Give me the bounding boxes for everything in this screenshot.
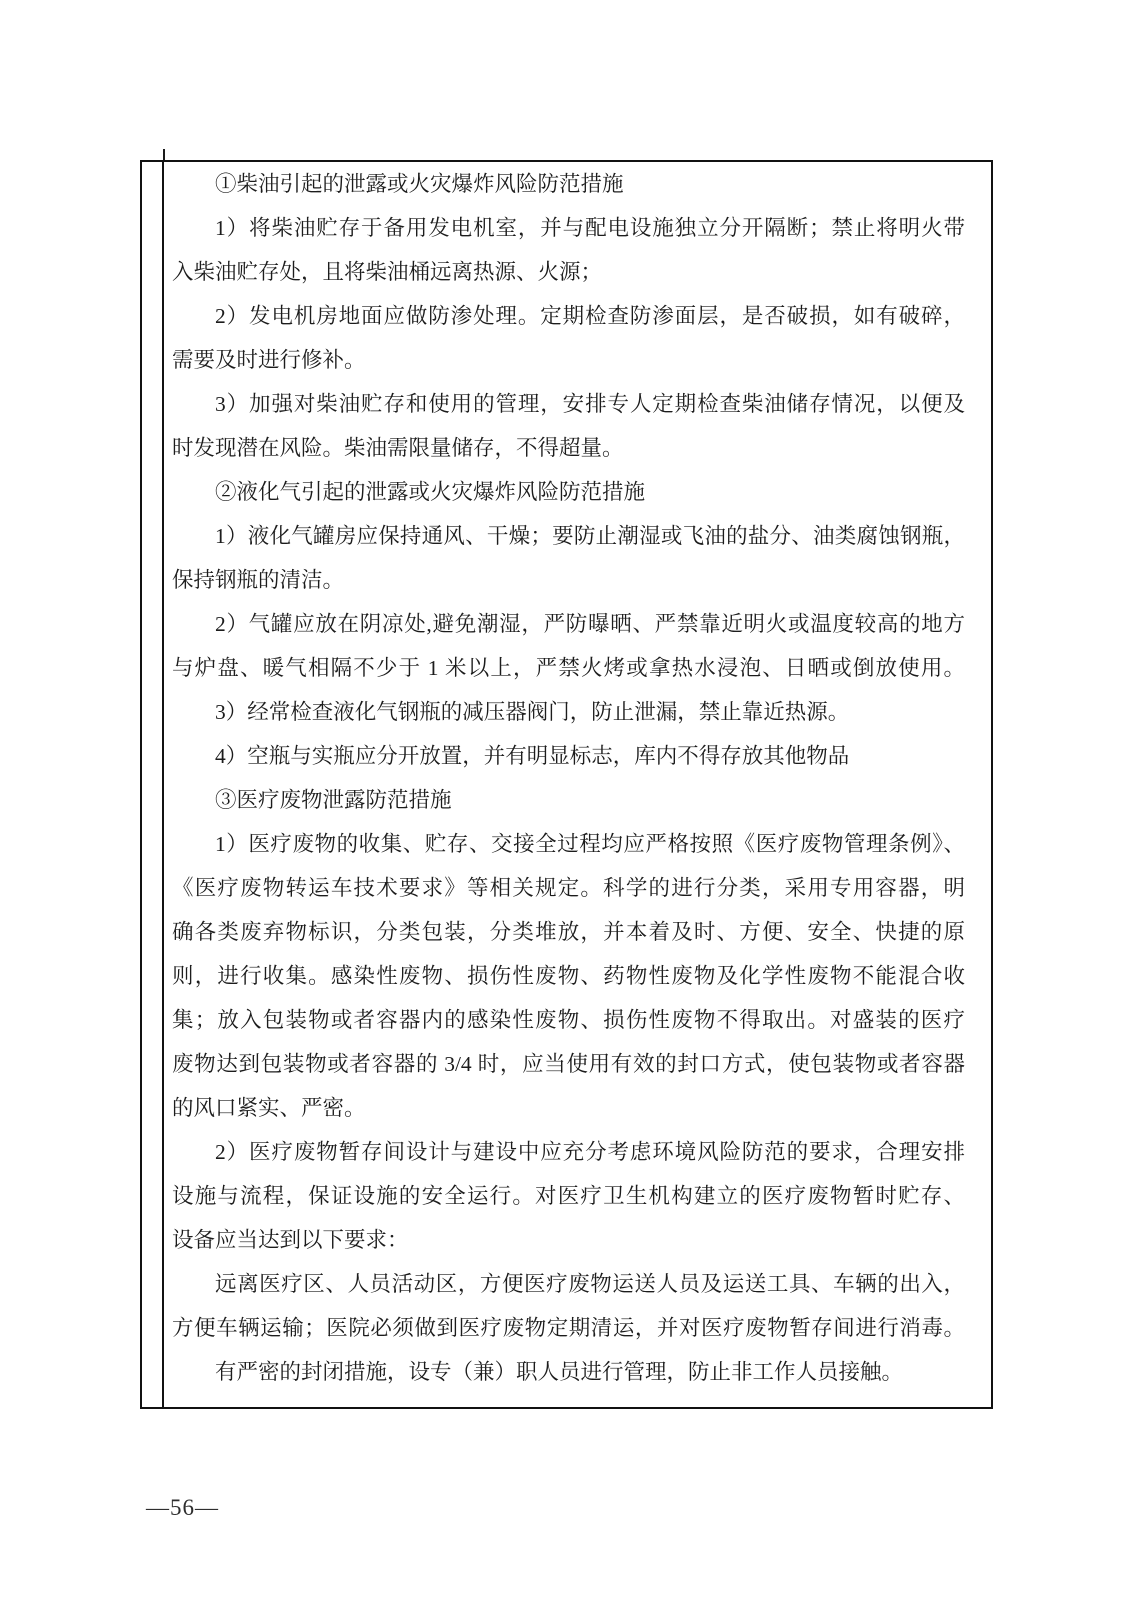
text-line: 设备应当达到以下要求： (172, 1228, 409, 1252)
text-line: 入柴油贮存处，且将柴油桶远离热源、火源； (172, 260, 603, 284)
table-left-column (142, 162, 164, 1407)
page-number: —56— (146, 1495, 219, 1520)
text-line: 集；放入包装物或者容器内的感染性废物、损伤性废物不得取出。对盛装的医疗 (172, 1008, 965, 1032)
text-line: 的风口紧实、严密。 (172, 1096, 366, 1120)
text-line: 确各类废弃物标识，分类包装，分类堆放，并本着及时、方便、安全、快捷的原 (172, 920, 965, 944)
text-line: 方便车辆运输；医院必须做到医疗废物定期清运，并对医疗废物暂存间进行消毒。 (172, 1316, 965, 1340)
text-line: 与炉盘、暖气相隔不少于 1 米以上，严禁火烤或拿热水浸泡、日晒或倒放使用。 (172, 656, 965, 680)
text-line: 有严密的封闭措施，设专（兼）职人员进行管理，防止非工作人员接触。 (215, 1360, 904, 1384)
text-line: 2）发电机房地面应做防渗处理。定期检查防渗面层，是否破损，如有破碎， (215, 304, 965, 328)
text-line: 保持钢瓶的清洁。 (172, 568, 345, 592)
table-rule-tick (163, 149, 165, 160)
text-line: ③医疗废物泄露防范措施 (215, 788, 452, 812)
text-line: 则，进行收集。感染性废物、损伤性废物、药物性废物及化学性废物不能混合收 (172, 964, 965, 988)
text-line: ①柴油引起的泄露或火灾爆炸风险防范措施 (215, 172, 624, 196)
text-line: 设施与流程，保证设施的安全运行。对医疗卫生机构建立的医疗废物暂时贮存、 (172, 1184, 965, 1208)
text-line: 时发现潜在风险。柴油需限量储存，不得超量。 (172, 436, 624, 460)
text-line: 3）经常检查液化气钢瓶的减压器阀门，防止泄漏，禁止靠近热源。 (215, 700, 850, 724)
table-cell-content (164, 162, 991, 1407)
text-line: 1）医疗废物的收集、贮存、交接全过程均应严格按照《医疗废物管理条例》、 (215, 832, 965, 856)
text-line: 1）将柴油贮存于备用发电机室，并与配电设施独立分开隔断；禁止将明火带 (215, 216, 965, 240)
text-line: 需要及时进行修补。 (172, 348, 366, 372)
table-cell (140, 160, 993, 1409)
text-line: 1）液化气罐房应保持通风、干燥；要防止潮湿或飞油的盐分、油类腐蚀钢瓶， (215, 524, 965, 548)
text-line: 2）气罐应放在阴凉处,避免潮湿，严防曝晒、严禁靠近明火或温度较高的地方 (215, 612, 965, 636)
text-line: 4）空瓶与实瓶应分开放置，并有明显标志，库内不得存放其他物品 (215, 744, 850, 768)
text-line: 《医疗废物转运车技术要求》等相关规定。科学的进行分类，采用专用容器，明 (172, 876, 965, 900)
text-line: 2）医疗废物暂存间设计与建设中应充分考虑环境风险防范的要求，合理安排 (215, 1140, 965, 1164)
text-line: 远离医疗区、人员活动区，方便医疗废物运送人员及运送工具、车辆的出入， (215, 1272, 965, 1296)
text-line: ②液化气引起的泄露或火灾爆炸风险防范措施 (215, 480, 646, 504)
text-line: 3）加强对柴油贮存和使用的管理，安排专人定期检查柴油储存情况，以便及 (215, 392, 965, 416)
text-line: 废物达到包装物或者容器的 3/4 时，应当使用有效的封口方式，使包装物或者容器 (172, 1052, 965, 1076)
